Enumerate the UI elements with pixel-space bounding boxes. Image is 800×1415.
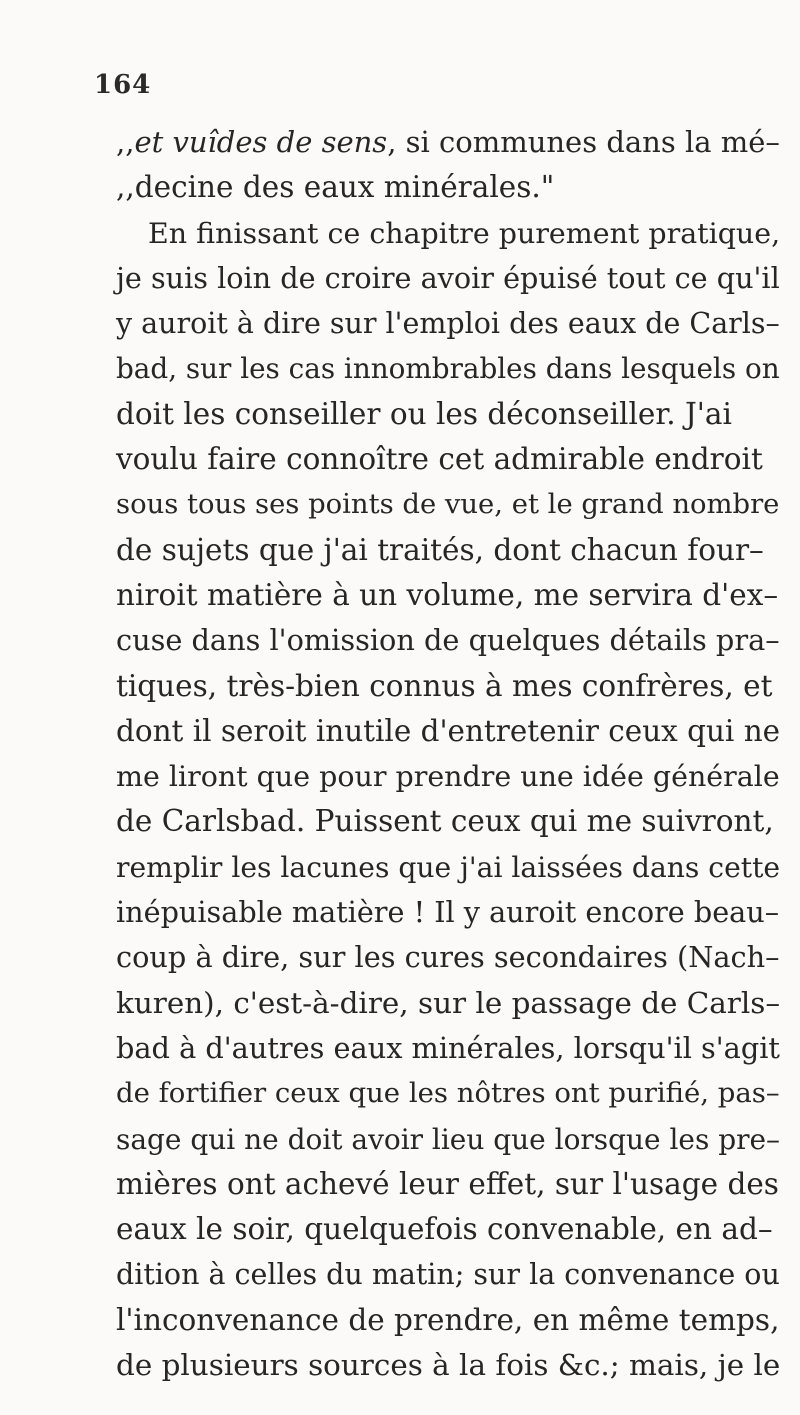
text-line: de fortifier ceux que les nôtres ont purifié, pas– <box>116 1077 780 1110</box>
text-line <box>116 120 780 165</box>
text-line: niroit matière à un volume, me servira d'ex– <box>116 577 779 612</box>
text-line: dont il seroit inutile d'entretenir ceux qui ne <box>116 713 781 748</box>
text-line: tiques, très-bien connus à mes confrères, et <box>116 668 773 703</box>
text-line: de Carlsbad. Puissent ceux qui me suivront, <box>116 804 774 839</box>
text-line: l'inconvenance de prendre, en même temps, <box>116 1302 780 1337</box>
text-line: bad, sur les cas innombrables dans lesquels on <box>116 352 780 386</box>
text-line: cuse dans l'omission de quelques détails pra– <box>116 623 780 658</box>
text-line: je suis loin de croire avoir épuisé tout ce qu'il <box>116 260 780 295</box>
text-line: me liront que pour prendre une idée générale <box>116 760 780 794</box>
text-line: bad à d'autres eaux minérales, lorsqu'il s'agit <box>116 1030 780 1065</box>
text-line: de plusieurs sources à la fois &c.; mais, je le <box>116 1348 781 1383</box>
text-line: de sujets que j'ai traités, dont chacun four– <box>116 532 764 567</box>
page-number: 164 <box>94 70 152 100</box>
body-text <box>116 120 780 1388</box>
text-segment: ,, <box>116 125 135 159</box>
italic-quote-text: et vuîdes de sens <box>134 125 388 159</box>
text-line: coup à dire, sur les cures secondaires (Nach– <box>116 940 780 975</box>
text-line: inépuisable matière ! Il y auroit encore beau– <box>116 895 780 930</box>
text-line: sous tous ses points de vue, et le grand nombre <box>116 489 780 521</box>
text-line: kuren), c'est-à-dire, sur le passage de Carls– <box>116 985 781 1020</box>
text-line: voulu faire connoître cet admirable endroit <box>116 442 763 477</box>
text-line: eaux le soir, quelquefois convenable, en ad– <box>116 1212 773 1247</box>
text-line: mières ont achevé leur effet, sur l'usage des <box>116 1166 779 1201</box>
text-line: ,,decine des eaux minérales." <box>116 170 555 205</box>
text-segment: , si communes dans la mé– <box>387 125 780 159</box>
text-line: doit les conseiller ou les déconseiller. J'ai <box>116 396 732 431</box>
text-line: sage qui ne doit avoir lieu que lorsque les pre– <box>116 1122 781 1156</box>
text-line: remplir les lacunes que j'ai laissées dans cette <box>116 850 781 884</box>
text-line: dition à celles du matin; sur la convenance ou <box>116 1258 780 1292</box>
text-line: En finissant ce chapitre purement pratique, <box>148 216 781 250</box>
text-line: y auroit à dire sur l'emploi des eaux de Carls– <box>116 307 780 341</box>
